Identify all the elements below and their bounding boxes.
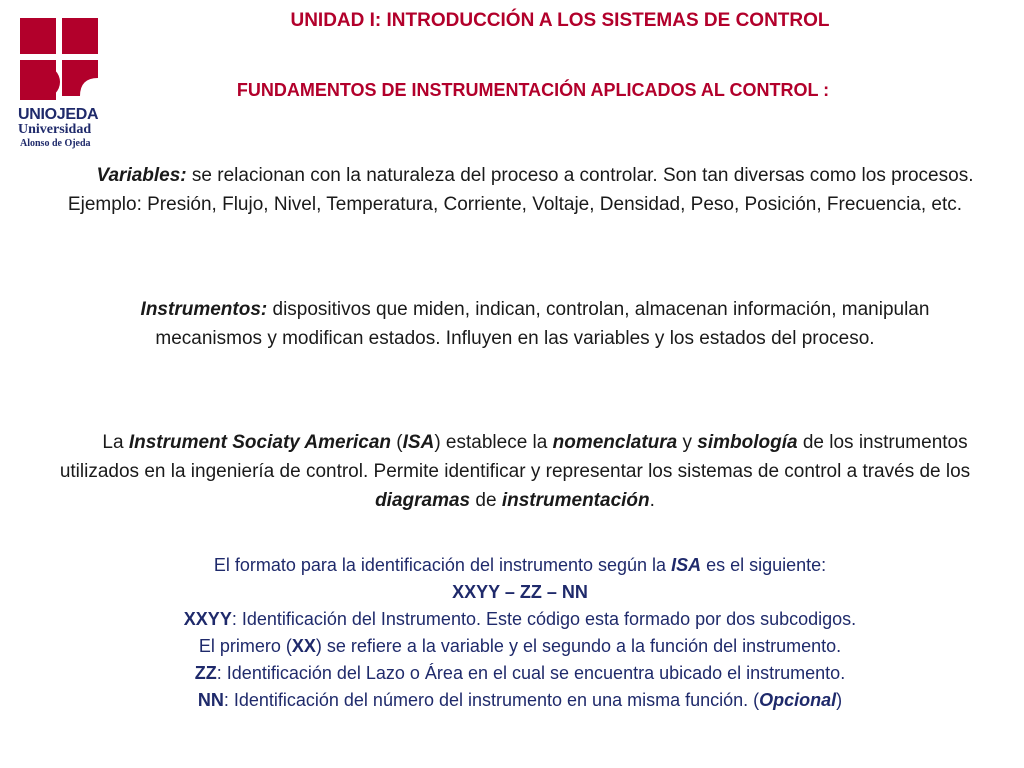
text-run: se relacionan con la naturaleza del proceso a controlar. Son tan diversas como los procesos. Ejemplo: Presión, Flujo, Nivel, Temperatura, Corriente, Voltaje, Densidad, Peso, Posición, Frecuencia, etc. [67,165,974,215]
text-run: es el siguiente: [701,555,827,575]
format-line [80,552,960,579]
text-run: de los instrumentos utilizados en la ingeniería de control. Permite identificar y representar los sistemas de control a través de los [59,432,971,482]
emphasis-text: ISA [402,432,435,453]
emphasis-text: simbología [697,432,798,453]
emphasis-text: ZZ [194,663,217,683]
emphasis-text: Variables: [96,165,187,186]
text-run: La [102,432,129,453]
emphasis-text: NN [197,690,224,710]
logo-subtitle: Universidad [18,122,92,137]
text-run: El primero ( [198,636,292,656]
emphasis-text: Instrumentos: [140,299,268,320]
paragraph-instrumentos [50,295,980,353]
text-run: ( [391,432,403,453]
emphasis-text: XXYY – ZZ – NN [452,582,588,602]
text-run: El formato para la identificación del instrumento según la [213,555,672,575]
format-line [80,687,960,714]
text-run: ) establece la [434,432,553,453]
paragraph-isa [50,428,980,515]
text-run: dispositivos que miden, indican, controlan, almacenan información, manipulan mecanismos y modifican estados. Influyen en las variables y los estados del proceso. [155,299,930,349]
emphasis-text: nomenclatura [552,432,678,453]
emphasis-text: XX [291,636,316,656]
logo-name: UNIOJEDA [18,106,99,123]
text-run: : Identificación del Instrumento. Este código esta formado por dos subcodigos. [231,609,857,629]
emphasis-text: diagramas [375,490,471,511]
text-run: : Identificación del número del instrumento en una misma función. ( [223,690,760,710]
logo-subtitle-2: Alonso de Ojeda [20,138,91,149]
text-run: : Identificación del Lazo o Área en el cual se encuentra ubicado el instrumento. [216,663,846,683]
university-logo [18,16,108,149]
isa-format-block [80,552,960,714]
format-line [80,579,960,606]
format-line [80,633,960,660]
emphasis-text: instrumentación [501,490,650,511]
text-run: . [649,490,655,511]
text-run: y [677,432,698,453]
emphasis-text: Instrument Sociaty American [128,432,392,453]
format-line [80,606,960,633]
format-line [80,660,960,687]
text-run: ) [836,690,843,710]
emphasis-text: Opcional [759,690,837,710]
text-run: ) se refiere a la variable y el segundo a la función del instrumento. [315,636,842,656]
page-title: UNIDAD I: INTRODUCCIÓN A LOS SISTEMAS DE CONTROL [290,10,830,31]
paragraph-variables [50,161,980,219]
emphasis-text: ISA [671,555,702,575]
section-subtitle: FUNDAMENTOS DE INSTRUMENTACIÓN APLICADOS AL CONTROL : [236,80,830,100]
text-run: de [470,490,502,511]
emphasis-text: XXYY [183,609,232,629]
